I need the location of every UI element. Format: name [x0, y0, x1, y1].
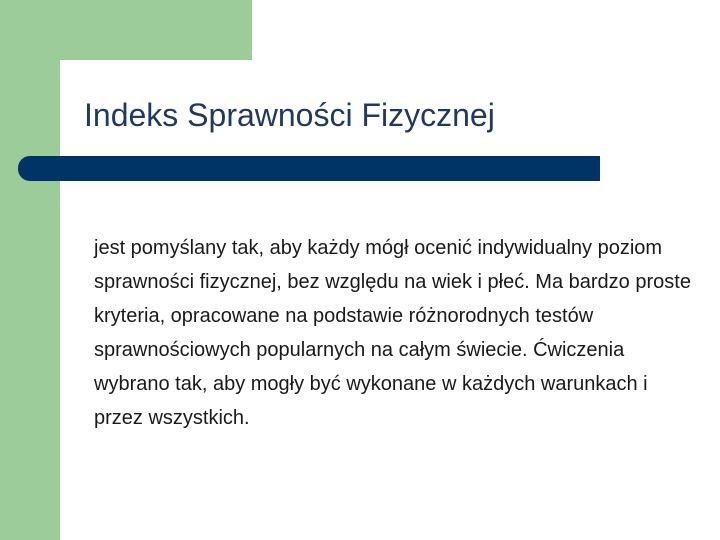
slide-body-text: jest pomyślany tak, aby każdy mógł ocenić indywidualny poziom sprawności fizycznej, bez względu na wiek i płeć. Ma bardzo proste kryteria, opracowane na podstawie różnorodnych testów sprawnościowych popularnych na całym świecie. Ćwiczenia wybrano tak, aby mogły być wykonane w każdych warunkach i przez wszystkich.	[94, 237, 691, 429]
top-accent-block	[0, 0, 252, 60]
slide-title: Indeks Sprawności Fizycznej	[84, 97, 495, 133]
left-accent-stripe	[0, 0, 60, 540]
title-underline-bar	[18, 156, 600, 181]
